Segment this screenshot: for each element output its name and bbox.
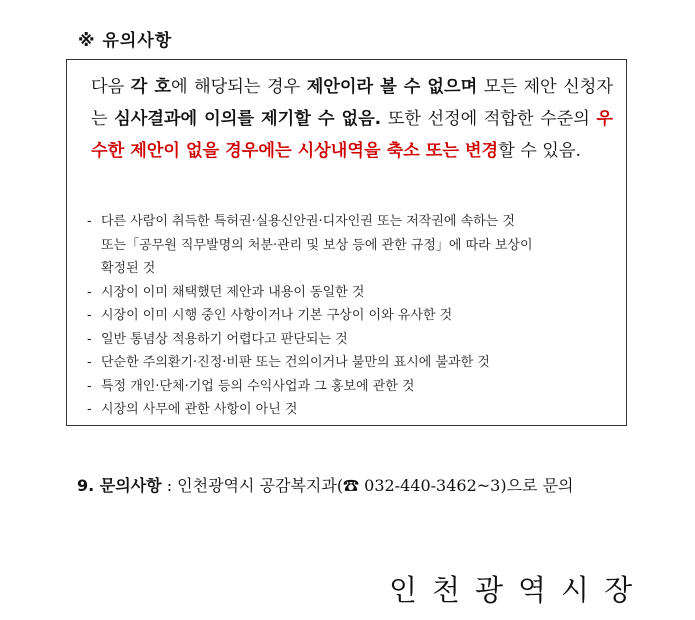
exclusion-list [87,210,607,422]
list-item-line: - 시장이 이미 채택했던 제안과 내용이 동일한 것 [101,284,365,300]
para-text: 에 해당되는 경우 [170,77,307,97]
list-item [87,328,607,352]
inquiry-line [77,473,574,496]
list-item [87,398,607,422]
list-item [87,281,607,305]
list-item-line: - 단순한 주의환기·진정·비판 또는 건의이거나 불만의 표시에 불과한 것 [101,355,490,370]
list-item [87,375,607,399]
list-item [87,210,607,281]
list-item-line: - 다른 사람이 취득한 특허권·실용신안권·디자인권 또는 저작권에 속하는 것 [101,214,515,229]
notice-title: ※ 유의사항 [78,31,173,51]
issuer-signature: 인천광역시장 [389,573,648,607]
list-item-line: - 일반 통념상 적용하기 어렵다고 판단되는 것 [101,331,348,347]
list-item-line: 확정된 것 [101,261,156,276]
list-item [87,351,607,375]
para-text: 할 수 있음. [498,141,581,161]
inquiry-text: : 인천광역시 공감복지과(☎ 032-440-3462~3)으로 문의 [161,476,574,495]
list-item-line: - 시장이 이미 시행 중인 사항이거나 기본 구상이 이와 유사한 것 [101,308,453,323]
list-item [87,304,607,328]
para-text: 모든 제안 신청자는 [91,77,613,129]
para-red-warning: 우수한 제안이 없을 경우에는 시상내역을 축소 또는 변경 [91,109,613,161]
para-text: 또한 선정에 적합한 수준의 [381,109,597,129]
para-bold-not-proposal: 제안이라 볼 수 없으며 [306,77,478,97]
para-bold-each-item: 각 호 [130,77,171,97]
notice-main-paragraph [91,71,613,167]
para-bold-no-objection: 심사결과에 이의를 제기할 수 없음. [114,109,382,129]
list-item-line: 또는「공무원 직무발명의 처분·관리 및 보상 등에 관한 규정」에 따라 보상이 [101,237,533,253]
list-item-line: - 시장의 사무에 관한 사항이 아닌 것 [101,402,298,417]
para-text: 다음 [91,77,131,97]
inquiry-label: 9. 문의사항 [77,476,162,495]
list-item-line: - 특정 개인·단체·기업 등의 수익사업과 그 홍보에 관한 것 [101,378,415,394]
notice-box [66,59,627,426]
